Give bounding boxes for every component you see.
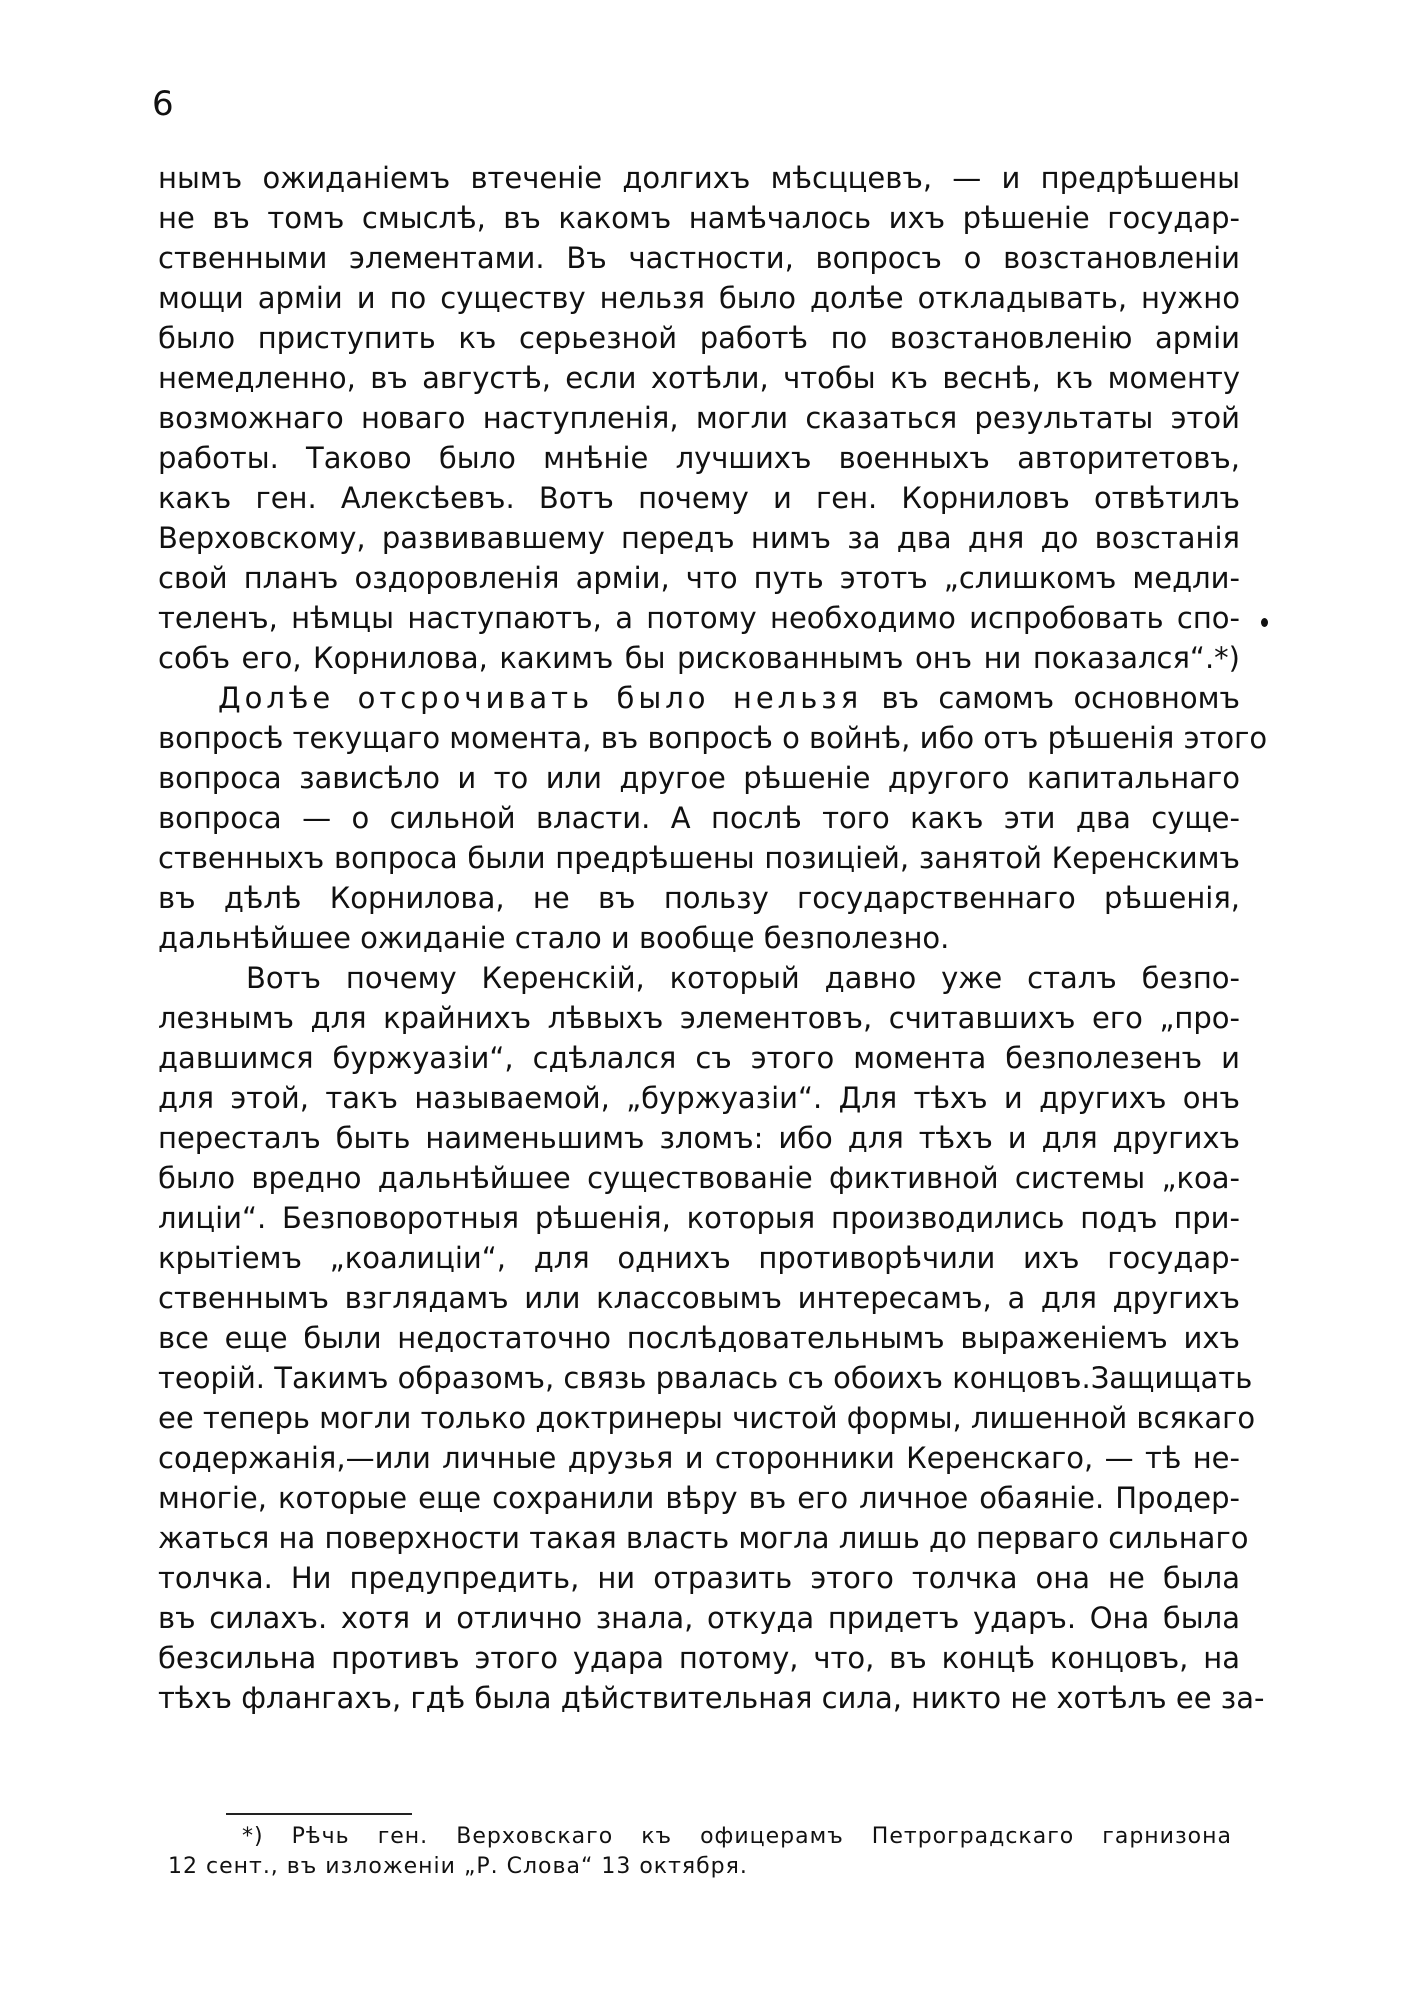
text-line: въ дѣлѣ Корнилова, не въ пользу государственнаго рѣшенія,: [158, 881, 1240, 915]
text-line: нымъ ожиданіемъ втеченіе долгихъ мѣсццевъ, — и предрѣшены: [158, 161, 1240, 195]
text-line: свой планъ оздоровленія арміи, что путь этотъ „слишкомъ медли-: [158, 561, 1240, 595]
text-line: ственнымъ взглядамъ или классовымъ интересамъ, а для другихъ: [158, 1281, 1240, 1315]
text-line: многіе, которые еще сохранили вѣру въ его личное обаяніе. Продер-: [158, 1481, 1240, 1515]
text-line: Вотъ почему Керенскій, который давно уже сталъ безпо-: [246, 961, 1240, 995]
text-line: теленъ, нѣмцы наступаютъ, а потому необходимо испробовать спо-: [158, 601, 1240, 635]
footnote-line: *) Рѣчь ген. Верховскаго къ офицерамъ Петроградскаго гарнизона: [242, 1824, 1232, 1849]
text-line: возможнаго новаго наступленія, могли сказаться результаты этой: [158, 401, 1240, 435]
text-line: лезнымъ для крайнихъ лѣвыхъ элементовъ, считавшихъ его „про-: [158, 1001, 1240, 1035]
footnote-line: 12 сент., въ изложеніи „Р. Слова“ 13 октября.: [168, 1854, 748, 1879]
text-line: тѣхъ флангахъ, гдѣ была дѣйствительная сила, никто не хотѣлъ ее за-: [158, 1681, 1265, 1715]
text-line: въ силахъ. хотя и отлично знала, откуда придетъ ударъ. Она была: [158, 1601, 1240, 1635]
text-line: теорій. Такимъ образомъ, связь рвалась съ обоихъ концовъ.Защищать: [158, 1361, 1253, 1395]
text-line: немедленно, въ августѣ, если хотѣли, чтобы къ веснѣ, къ моменту: [158, 361, 1240, 395]
text-line: давшимся буржуазіи“, сдѣлался съ этого момента безполезенъ и: [158, 1041, 1240, 1075]
paragraph-start-line: [158, 678, 1240, 718]
text-line: вопроса зависѣло и то или другое рѣшеніе другого капитальнаго: [158, 761, 1240, 795]
text-line: лиціи“. Безповоротныя рѣшенія, которыя производились подъ при-: [158, 1201, 1240, 1235]
footnote: [168, 1822, 1232, 1882]
margin-ink-dot: [1261, 618, 1268, 627]
text-line: пересталъ быть наименьшимъ зломъ: ибо для тѣхъ и для другихъ: [158, 1121, 1240, 1155]
text-line: дальнѣйшее ожиданіе стало и вообще безполезно.: [158, 921, 950, 955]
text-line: не въ томъ смыслѣ, въ какомъ намѣчалось ихъ рѣшеніе государ-: [158, 201, 1240, 235]
text-line: толчка. Ни предупредить, ни отразить этого толчка она не была: [158, 1561, 1240, 1595]
text-line: какъ ген. Алексѣевъ. Вотъ почему и ген. Корниловъ отвѣтилъ: [158, 481, 1240, 515]
text-line: вопроса — о сильной власти. А послѣ того какъ эти два суще-: [158, 801, 1240, 835]
text-line: безсильна противъ этого удара потому, что, въ концѣ концовъ, на: [158, 1641, 1240, 1675]
text-line: ственныхъ вопроса были предрѣшены позиціей, занятой Керенскимъ: [158, 841, 1240, 875]
text-line: было вредно дальнѣйшее существованіе фиктивной системы „коа-: [158, 1161, 1240, 1195]
text-line: крытіемъ „коалиціи“, для однихъ противорѣчили ихъ государ-: [158, 1241, 1240, 1275]
text-line: содержанія,—или личные друзья и сторонники Керенскаго, — тѣ не-: [158, 1441, 1240, 1475]
text-line: ее теперь могли только доктринеры чистой формы, лишенной всякаго: [158, 1401, 1256, 1435]
text-line: жаться на поверхности такая власть могла лишь до перваго сильнаго: [158, 1521, 1249, 1555]
text-line: все еще были недостаточно послѣдовательнымъ выраженіемъ ихъ: [158, 1321, 1240, 1355]
body-text: [158, 158, 1268, 1718]
text-line: для этой, такъ называемой, „буржуазіи“. Для тѣхъ и другихъ онъ: [158, 1081, 1240, 1115]
footnote-separator: [226, 1813, 412, 1815]
text-line: собъ его, Корнилова, какимъ бы рискованнымъ онъ ни показался“.*): [158, 641, 1240, 675]
text-line: работы. Таково было мнѣніе лучшихъ военныхъ авторитетовъ,: [158, 441, 1240, 475]
text-line: Верховскому, развивавшему передъ нимъ за два дня до возстанія: [158, 521, 1240, 555]
page-number: 6: [152, 84, 174, 124]
text-fragment: въ самомъ основномъ: [881, 681, 1240, 715]
text-line: вопросѣ текущаго момента, въ вопросѣ о войнѣ, ибо отъ рѣшенія этого: [158, 721, 1268, 755]
text-line: ственными элементами. Въ частности, вопросъ о возстановленіи: [158, 241, 1240, 275]
text-line: мощи арміи и по существу нельзя было долѣе откладывать, нужно: [158, 281, 1240, 315]
spaced-phrase: Долѣе отсрочивать было нельзя: [218, 681, 863, 715]
text-line: было приступить къ серьезной работѣ по возстановленію арміи: [158, 321, 1240, 355]
